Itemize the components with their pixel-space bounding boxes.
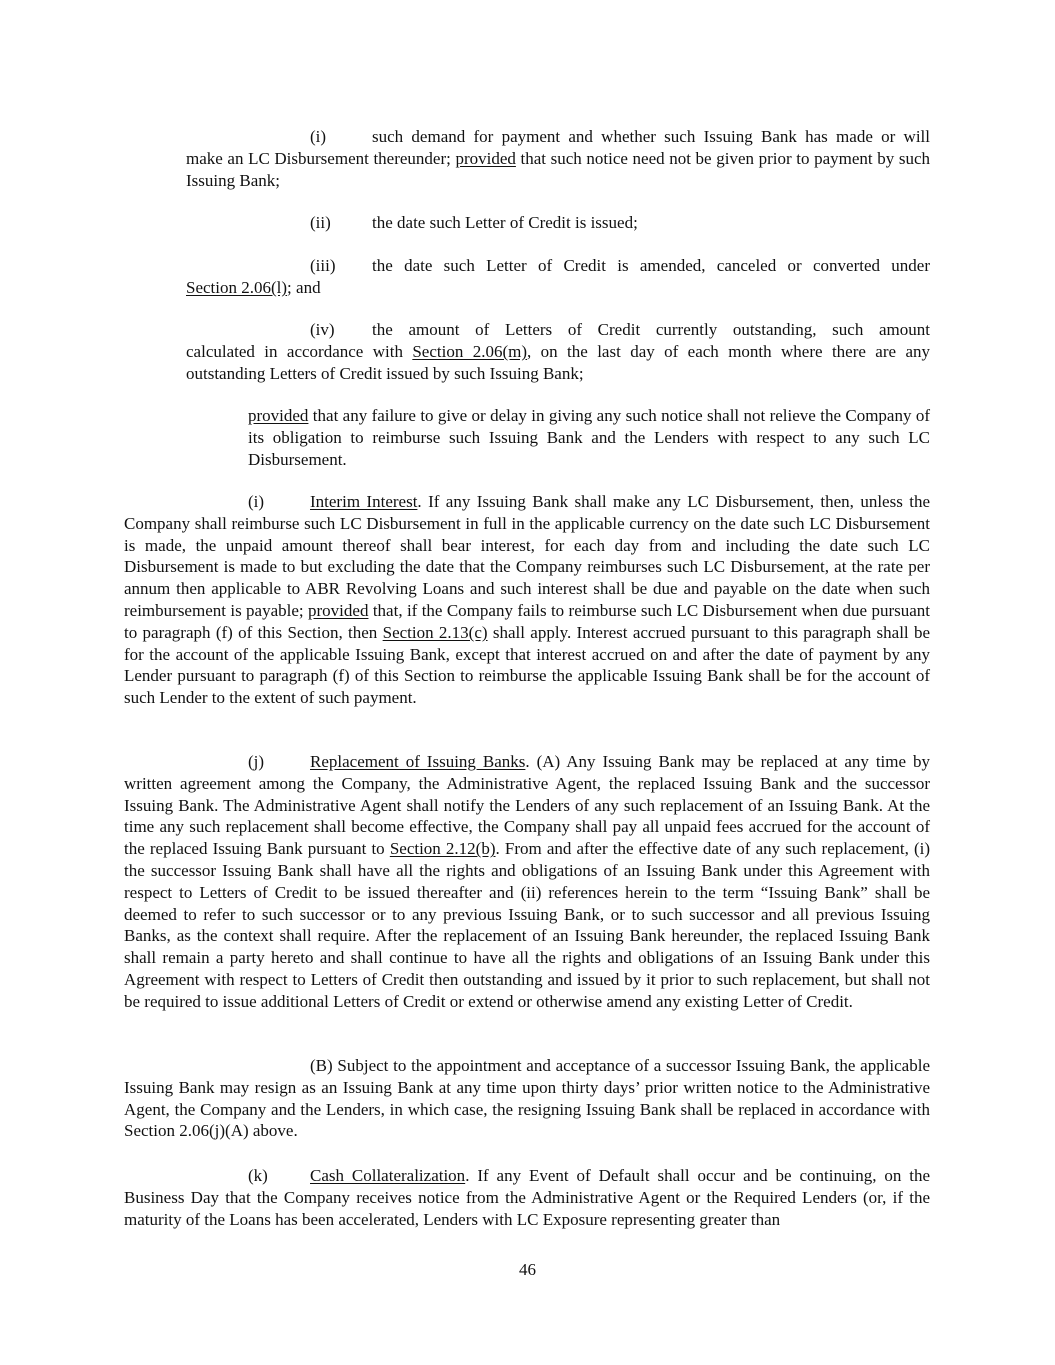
clause-number: (iv) bbox=[310, 320, 335, 339]
clause-text: that any failure to give or delay in giving any such notice shall not relieve the Company of its obligation to reimburse such Issuing Bank and the Lenders with respect to any such LC Disbursement. bbox=[248, 406, 930, 469]
clause-ii bbox=[310, 212, 930, 234]
clause-text: ; and bbox=[287, 277, 321, 297]
section-heading: Replacement of Issuing Banks bbox=[310, 752, 526, 771]
clause-number: (iii) bbox=[310, 256, 336, 275]
clause-text: . From and after the effective date of any such replacement, (i) the successor Issuing Bank shall have all the rights and obligations of an Issuing Bank under this Agreement with respect to Letters of Credit to be issued thereafter and (ii) references herein to the term “Issuing Bank” shall be deemed to refer to such successor or to any previous Issuing Bank, or to such successor and all previous Issuing Banks, as the context shall require. After the replacement of an Issuing Bank hereunder, the replaced Issuing Bank shall remain a party hereto and shall continue to have all the rights and obligations of an Issuing Bank under this Agreement with respect to Letters of Credit then outstanding and issued by it prior to such replacement, but shall not be required to issue additional Letters of Credit or extend or otherwise amend any existing Letter of Credit. bbox=[124, 839, 930, 1011]
proviso-paragraph bbox=[248, 405, 930, 470]
section-heading: Interim Interest bbox=[310, 492, 418, 511]
clause-text: calculated in accordance with bbox=[186, 341, 413, 361]
section-heading: Cash Collateralization bbox=[310, 1166, 466, 1185]
clause-text: . (A) Any Issuing Bank may be replaced at any time by written agreement among the Company, the Administrative Agent, the replaced Issuing Bank and the successor Issuing Bank. The Administrative Agent shall notify the Lenders of any such replacement of an Issuing Bank. At the time any such replacement shall become effective, the Company shall pay all unpaid fees accrued for the account of the replaced Issuing Bank pursuant to bbox=[124, 752, 930, 859]
clause-text: the date such Letter of Credit is amended, canceled or converted under bbox=[372, 256, 930, 275]
provided-term: provided bbox=[455, 148, 516, 168]
section-j-b-resignation bbox=[124, 1055, 930, 1142]
section-i-interim-interest bbox=[124, 491, 930, 709]
clause-number: (ii) bbox=[310, 213, 331, 232]
clause-number: (k) bbox=[248, 1166, 268, 1185]
clause-text: shall apply. Interest accrued pursuant to this paragraph shall be for the account of the applicable Issuing Bank, except that interest accrued on and after the date of payment by any Lender pursuant to paragraph (f) of this Section to reimburse the applicable Issuing Bank shall be for the account of such Lender to the extent of such payment. bbox=[124, 622, 931, 708]
provided-term: provided bbox=[308, 600, 369, 620]
clause-text: make an LC Disbursement thereunder; bbox=[186, 148, 456, 168]
section-j-replacement bbox=[124, 751, 930, 1013]
clause-text: . If any Issuing Bank shall make any LC Disbursement, then, unless the Company shall reimburse such LC Disbursement in full in the applicable currency on the date such LC Disbursement is made, the unpaid amount thereof shall bear interest, for each day from and including the date such LC Disbursement is made to but excluding the date that the Company reimburses such LC Disbursement, at the rate per annum then applicable to ABR Revolving Loans and such interest shall be due and payable on the date when such reimbursement is payable; bbox=[124, 492, 930, 620]
clause-text: the amount of Letters of Credit currently outstanding, such amount bbox=[372, 320, 930, 339]
clause-number: (j) bbox=[248, 752, 265, 771]
clause-text: . If any Event of Default shall occur and be continuing, on the Business Day that the Company receives notice from the Administrative Agent or the Required Lenders (or, if the maturity of the Loans has been accelerated, Lenders with LC Exposure representing greater than bbox=[124, 1166, 930, 1229]
section-reference[interactable]: Section 2.06(m) bbox=[412, 341, 528, 361]
clause-iii bbox=[186, 255, 930, 299]
clause-text: that such notice need not be given prior to payment by such Issuing Bank; bbox=[186, 148, 930, 190]
page-number: 46 bbox=[519, 1260, 536, 1279]
clause-text: (B) Subject to the appointment and acceptance of a successor Issuing Bank, the applicable Issuing Bank may resign as an Issuing Bank at any time upon thirty days’ prior written notice to the Administrative Agent, the Company and the Lenders, in which case, the resigning Issuing Bank shall be replaced in accordance with Section 2.06(j)(A) above. bbox=[124, 1056, 930, 1141]
clause-text: such demand for payment and whether such Issuing Bank has made or will bbox=[372, 127, 930, 146]
clause-text: the date such Letter of Credit is issued; bbox=[372, 213, 638, 232]
section-k-cash-collateralization bbox=[124, 1165, 930, 1230]
section-reference[interactable]: Section 2.06(l) bbox=[186, 277, 288, 297]
clause-number: (i) bbox=[248, 492, 265, 511]
clause-i-notice bbox=[186, 126, 930, 191]
section-reference[interactable]: Section 2.13(c) bbox=[382, 622, 488, 642]
clause-text: , on the last day of each month where there are any outstanding Letters of Credit issued by such Issuing Bank; bbox=[186, 341, 930, 383]
provided-term: provided bbox=[248, 406, 309, 425]
clause-iv bbox=[186, 319, 930, 384]
section-reference[interactable]: Section 2.12(b) bbox=[389, 839, 496, 859]
clause-text: that, if the Company fails to reimburse such LC Disbursement when due pursuant to paragraph (f) of this Section, then bbox=[124, 600, 930, 642]
clause-number: (i) bbox=[310, 127, 327, 146]
